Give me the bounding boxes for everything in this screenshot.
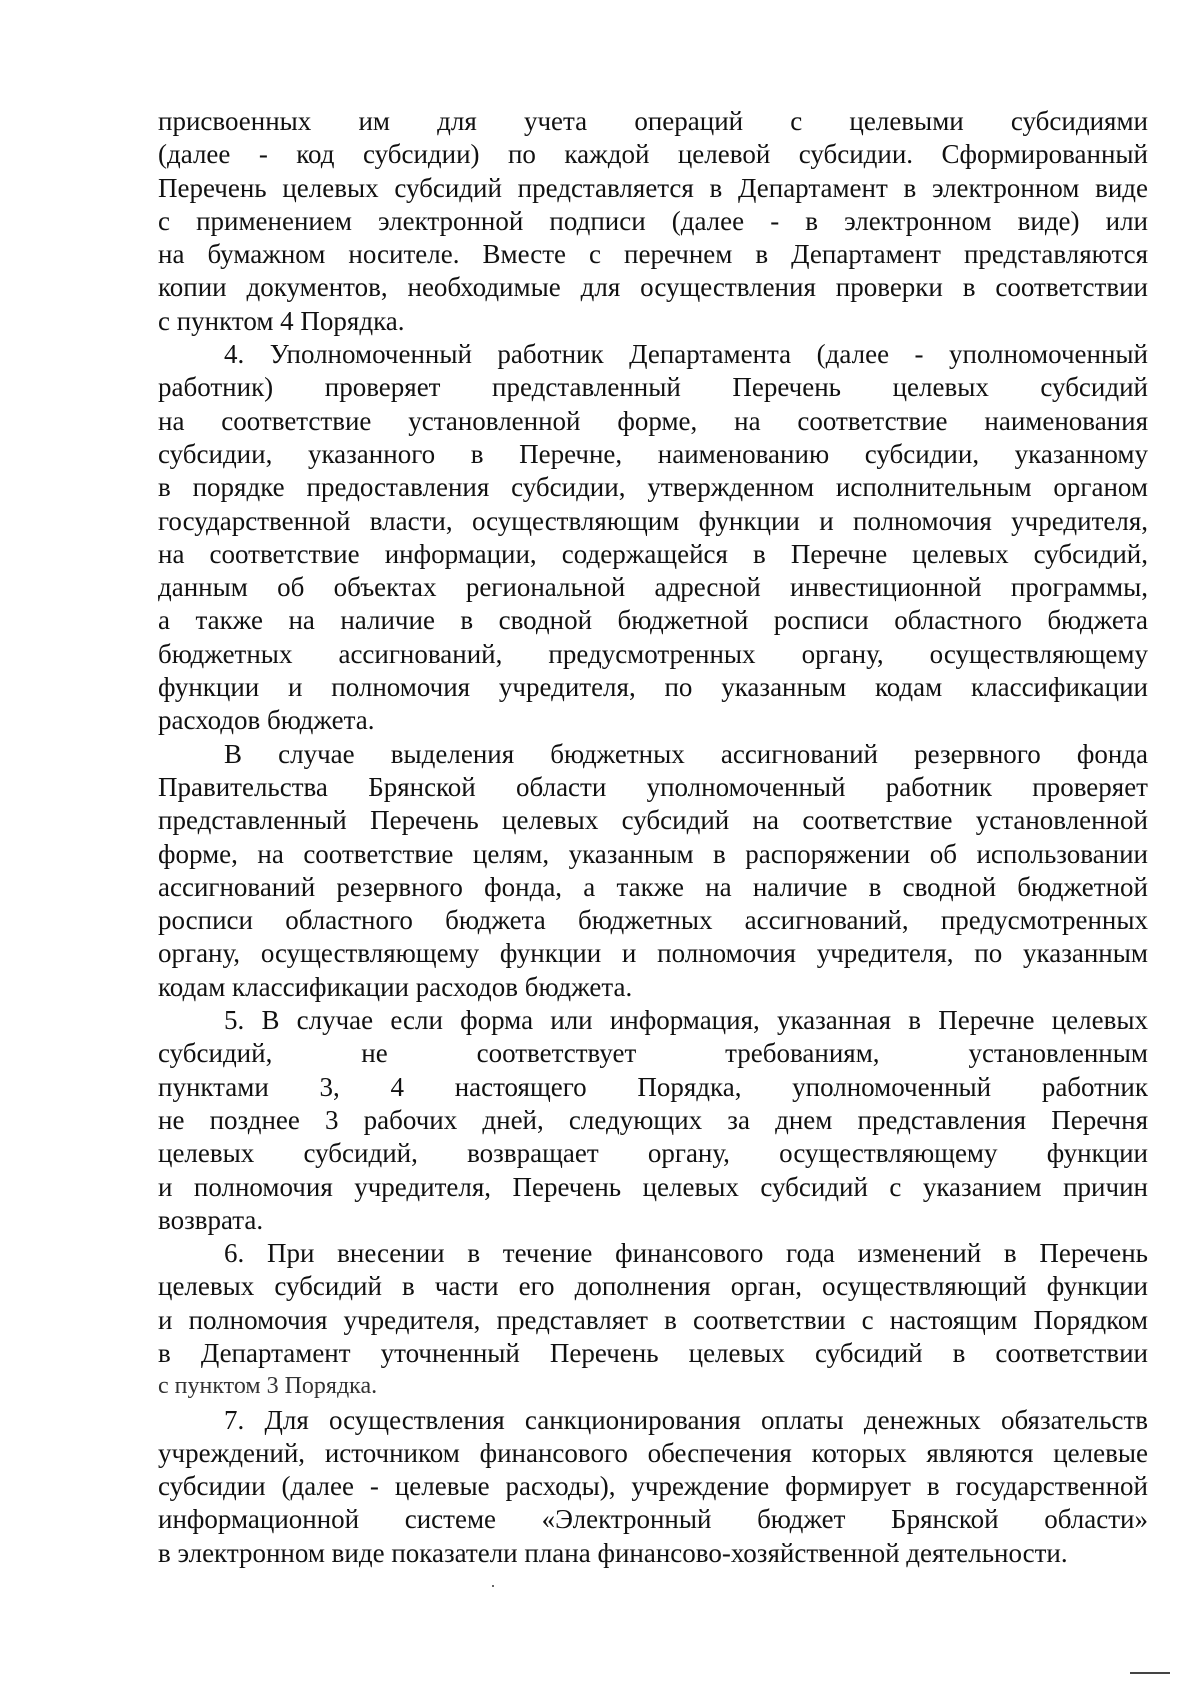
text-line: субсидий, не соответствует требованиям, установленным	[158, 1038, 1148, 1069]
scan-edge-mark	[1130, 1672, 1170, 1674]
text-line: ассигнований резервного фонда, а также на наличие в сводной бюджетной	[158, 871, 1148, 902]
paragraph-item-6	[158, 1237, 1148, 1403]
text-line: (далее - код субсидии) по каждой целевой субсидии. Сформированный	[158, 139, 1148, 170]
text-line: а также на наличие в сводной бюджетной росписи областного бюджета	[158, 605, 1148, 636]
text-line: 5. В случае если форма или информация, указанная в Перечне целевых	[224, 1005, 1148, 1036]
text-line: 6. При внесении в течение финансового года изменений в Перечень	[224, 1238, 1148, 1269]
paragraph-item-4	[158, 338, 1148, 738]
text-line: форме, на соответствие целям, указанным в распоряжении об использовании	[158, 838, 1148, 869]
text-line: данным об объектах региональной адресной инвестиционной программы,	[158, 572, 1148, 603]
text-line: копии документов, необходимые для осуществления проверки в соответствии	[158, 272, 1148, 303]
text-line: с пунктом 3 Порядка.	[158, 1373, 378, 1400]
text-line: органу, осуществляющему функции и полномочия учредителя, по указанным	[158, 938, 1148, 969]
text-line: в Департамент уточненный Перечень целевых субсидий в соответствии	[158, 1337, 1148, 1368]
text-line: в порядке предоставления субсидии, утвержденном исполнительным органом	[158, 472, 1148, 503]
text-line: Правительства Брянской области уполномоченный работник проверяет	[158, 771, 1148, 802]
text-line: бюджетных ассигнований, предусмотренных органу, осуществляющему	[158, 638, 1148, 669]
text-line: функции и полномочия учредителя, по указанным кодам классификации	[158, 672, 1148, 703]
text-line: субсидии (далее - целевые расходы), учреждение формирует в государственной	[158, 1471, 1148, 1502]
paragraph-item-7	[158, 1404, 1148, 1570]
text-line: на бумажном носителе. Вместе с перечнем в Департамент представляются	[158, 239, 1148, 270]
text-line: кодам классификации расходов бюджета.	[158, 971, 633, 1002]
text-line: учреждений, источником финансового обеспечения которых являются целевые	[158, 1437, 1148, 1468]
paragraph-item-3-continuation	[158, 105, 1148, 338]
text-line: субсидии, указанного в Перечне, наименованию субсидии, указанному	[158, 438, 1148, 469]
text-line: присвоенных им для учета операций с целевыми субсидиями	[158, 106, 1148, 136]
text-line: представленный Перечень целевых субсидий на соответствие установленной	[158, 805, 1148, 836]
text-line: с применением электронной подписи (далее - в электронном виде) или	[158, 205, 1148, 236]
text-line: целевых субсидий в части его дополнения орган, осуществляющий функции	[158, 1271, 1148, 1302]
document-body	[158, 105, 1148, 1570]
text-line: 4. Уполномоченный работник Департамента (далее - уполномоченный	[224, 339, 1148, 370]
paragraph-item-5	[158, 1004, 1148, 1237]
text-line: информационной системе «Электронный бюджет Брянской области»	[158, 1504, 1148, 1535]
text-line: 7. Для осуществления санкционирования оплаты денежных обязательств	[224, 1404, 1148, 1435]
text-line: росписи областного бюджета бюджетных ассигнований, предусмотренных	[158, 905, 1148, 936]
text-line: и полномочия учредителя, представляет в соответствии с настоящим Порядком	[158, 1304, 1148, 1335]
text-line: возврата.	[158, 1204, 264, 1235]
text-line: Перечень целевых субсидий представляется в Департамент в электронном виде	[158, 172, 1148, 203]
text-line: с пунктом 4 Порядка.	[158, 305, 405, 336]
text-line: на соответствие установленной форме, на соответствие наименования	[158, 405, 1148, 436]
text-line: целевых субсидий, возвращает органу, осуществляющему функции	[158, 1138, 1148, 1169]
scan-speck	[492, 1585, 494, 1587]
text-line: государственной власти, осуществляющим функции и полномочия учредителя,	[158, 505, 1148, 536]
text-line: и полномочия учредителя, Перечень целевых субсидий с указанием причин	[158, 1171, 1148, 1202]
text-line: пунктами 3, 4 настоящего Порядка, уполномоченный работник	[158, 1071, 1148, 1102]
text-line: не позднее 3 рабочих дней, следующих за днем представления Перечня	[158, 1104, 1148, 1135]
text-line: расходов бюджета.	[158, 705, 375, 736]
text-line: на соответствие информации, содержащейся в Перечне целевых субсидий,	[158, 538, 1148, 569]
text-line: в электронном виде показатели плана финансово-хозяйственной деятельности.	[158, 1537, 1068, 1568]
paragraph-reserve-fund	[158, 738, 1148, 1004]
text-line: В случае выделения бюджетных ассигнований резервного фонда	[224, 738, 1148, 769]
text-line: работник) проверяет представленный Перечень целевых субсидий	[158, 372, 1148, 403]
